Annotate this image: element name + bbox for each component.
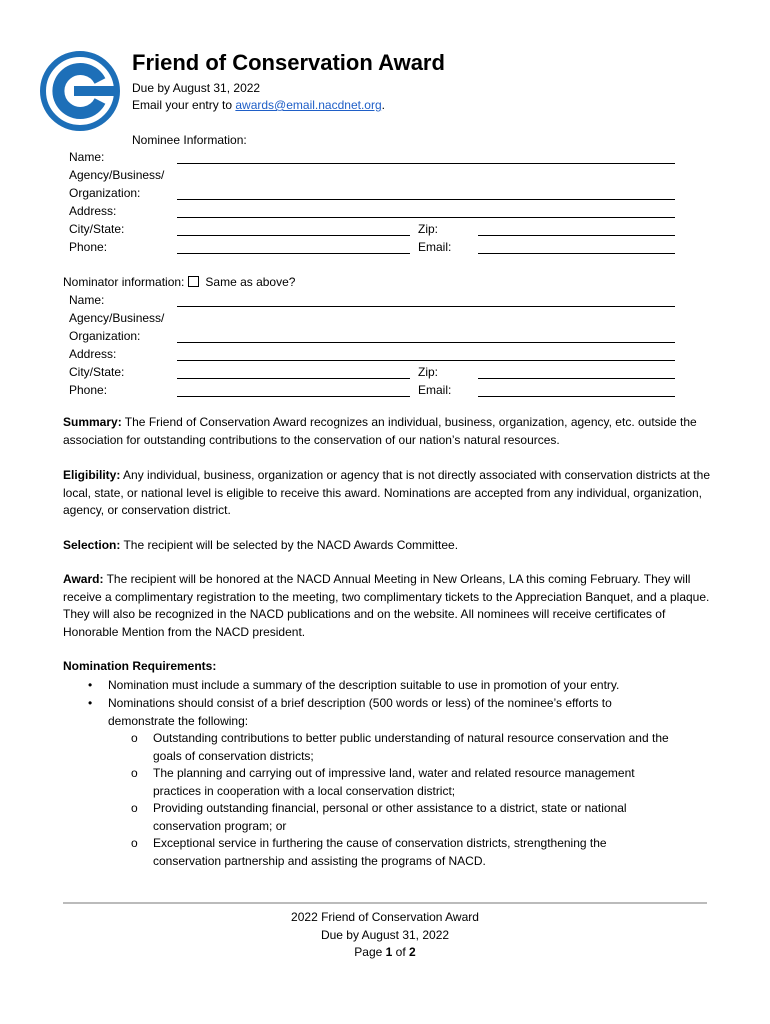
sub-bullet-glyph: o <box>131 836 138 850</box>
nominator-name-field[interactable] <box>177 306 675 307</box>
nominator-email-field[interactable] <box>478 396 675 397</box>
sub-bullet-glyph: o <box>131 801 138 815</box>
nominator-agency-label: Agency/Business/ <box>69 311 165 325</box>
requirement-item: Nomination must include a summary of the description suitable to use in promotion of your entry. <box>108 678 620 692</box>
bullet-glyph: • <box>88 678 93 692</box>
nominee-email-field[interactable] <box>478 253 675 254</box>
nominator-zip-field[interactable] <box>478 378 675 379</box>
nominee-zip-field[interactable] <box>478 235 675 236</box>
summary-paragraph: Summary: The Friend of Conservation Award recognizes an individual, business, organization, agency, etc. outside the association for outstanding contributions to the conservation of our nation’s natural resources. <box>63 415 697 447</box>
nominee-city-label: City/State: <box>69 222 125 236</box>
nominee-address-label: Address: <box>69 204 117 218</box>
sub-requirement-item: The planning and carrying out of impressive land, water and related resource management practices in cooperation with a local conservation district; <box>153 766 635 798</box>
nominator-organization-label: Organization: <box>69 329 141 343</box>
nominator-zip-label: Zip: <box>418 365 439 379</box>
page-title: Friend of Conservation Award <box>132 50 445 75</box>
nominee-address-field[interactable] <box>177 217 675 218</box>
nominator-phone-field[interactable] <box>177 396 410 397</box>
footer-due: Due by August 31, 2022 <box>320 928 450 942</box>
selection-paragraph: Selection: The recipient will be selected by the NACD Awards Committee. <box>63 538 459 552</box>
sub-requirement-item: Outstanding contributions to better public understanding of natural resource conservation and the goals of conservation districts; <box>153 731 669 763</box>
nominee-organization-field[interactable] <box>177 199 675 200</box>
nominee-phone-label: Phone: <box>69 240 108 254</box>
footer-divider <box>63 902 707 904</box>
sub-bullet-glyph: o <box>131 766 138 780</box>
email-instruction: Email your entry to awards@email.nacdnet.org. <box>132 98 385 112</box>
sub-bullet-glyph: o <box>131 731 138 745</box>
nominee-heading: Nominee Information: <box>132 133 247 147</box>
nominator-address-label: Address: <box>69 347 117 361</box>
nominee-name-field[interactable] <box>177 163 675 164</box>
logo <box>40 51 120 131</box>
eligibility-paragraph: Eligibility: Any individual, business, organization or agency that is not directly associated with conservation districts at the local, state, or national level is eligible to receive this award. Nominations are accepted from any individual, organization, agency, or conservation district. <box>63 468 710 517</box>
sub-requirement-item: Exceptional service in furthering the cause of conservation districts, strengthening the conservation partnership and assisting the programs of NACD. <box>153 836 607 868</box>
nominator-city-label: City/State: <box>69 365 125 379</box>
nominator-organization-field[interactable] <box>177 342 675 343</box>
page-number: Page 1 of 2 <box>354 945 416 959</box>
award-paragraph: Award: The recipient will be honored at the NACD Annual Meeting in New Orleans, LA this coming February. They will receive a complimentary registration to the meeting, two complimentary tickets to the Appreciation Banquet, and a plaque. They will also be recognized in the NACD publications and on the website. All nominees will receive certificates of Honorable Mention from the NACD president. <box>63 572 710 639</box>
nominator-email-label: Email: <box>418 383 452 397</box>
nominator-address-field[interactable] <box>177 360 675 361</box>
nominee-organization-label: Organization: <box>69 186 141 200</box>
nominee-name-label: Name: <box>69 150 105 164</box>
nominee-email-label: Email: <box>418 240 452 254</box>
nominator-phone-label: Phone: <box>69 383 108 397</box>
nominator-heading-row <box>63 274 295 290</box>
nominator-city-field[interactable] <box>177 378 410 379</box>
nominee-phone-field[interactable] <box>177 253 410 254</box>
nominator-name-label: Name: <box>69 293 105 307</box>
bullet-glyph: • <box>88 696 93 710</box>
email-link[interactable]: awards@email.nacdnet.org <box>235 98 382 112</box>
nominee-city-field[interactable] <box>177 235 410 236</box>
requirements-title: Nomination Requirements: <box>63 659 217 673</box>
nominee-zip-label: Zip: <box>418 222 439 236</box>
sub-requirement-item: Providing outstanding financial, personal or other assistance to a district, state or national conservation program; or <box>153 801 627 833</box>
same-as-above-checkbox[interactable] <box>188 276 199 287</box>
nominee-agency-label: Agency/Business/ <box>69 168 165 182</box>
requirement-item: Nominations should consist of a brief description (500 words or less) of the nominee’s efforts to demonstrate the following: <box>108 696 612 728</box>
due-date: Due by August 31, 2022 <box>132 81 261 95</box>
nominator-heading: Nominator information: <box>63 275 185 289</box>
footer-title: 2022 Friend of Conservation Award <box>291 910 479 924</box>
same-as-above-label: Same as above? <box>205 275 296 289</box>
